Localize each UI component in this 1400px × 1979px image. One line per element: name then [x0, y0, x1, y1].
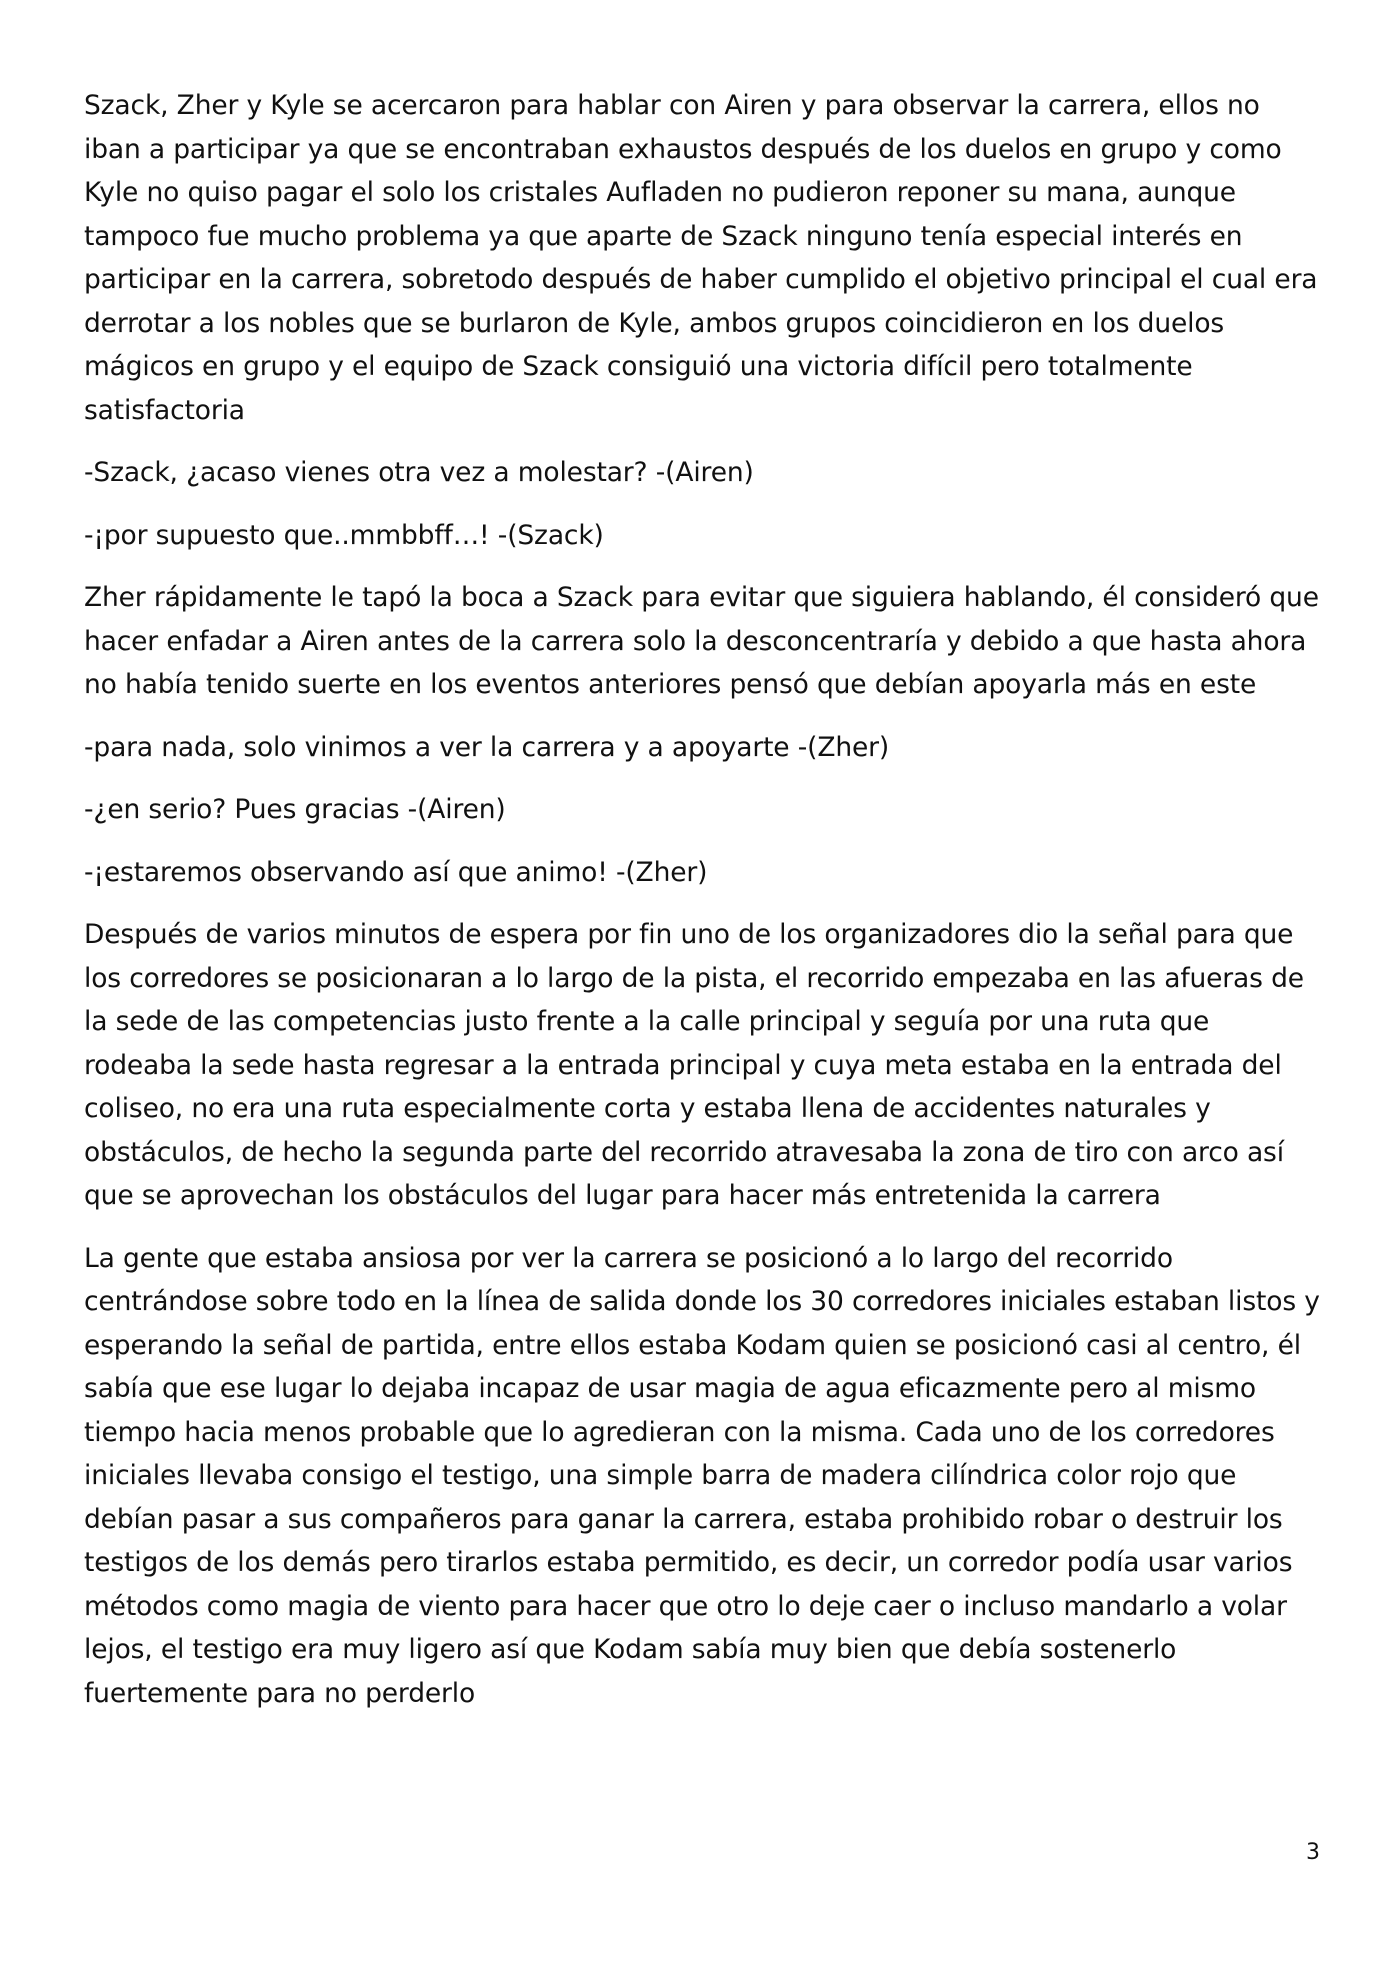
- paragraph-narration-2: Zher rápidamente le tapó la boca a Szack para evitar que siguiera hablando, él consideró que hacer enfadar a Airen antes de la carrera solo la desconcentraría y debido a que hasta ahora no había tenido suerte en los eventos anteriores pensó que debían apoyarla más en este: [84, 582, 1319, 700]
- paragraph-dialogue-airen-1: -Szack, ¿acaso vienes otra vez a molestar? -(Airen): [84, 457, 754, 488]
- paragraph-dialogue-zher-1: -para nada, solo vinimos a ver la carrera y a apoyarte -(Zher): [84, 731, 890, 763]
- document-body: [84, 84, 1324, 1734]
- paragraph-dialogue-szack: -¡por supuesto que..mmbbff…! -(Szack): [84, 519, 604, 551]
- paragraph-narration-4: La gente que estaba ansiosa por ver la carrera se posicionó a lo largo del recorrido centrándose sobre todo en la línea de salida donde los 30 corredores iniciales estaban listos y esperando la señal de partida, entre ellos estaba Kodam quien se posicionó casi al centro, él sabía que ese lugar lo dejaba incapaz de usar magia de agua eficazmente pero al mismo tiempo hacia menos probable que lo agredieran con la misma. Cada uno de los corredores iniciales llevaba consigo el testigo, una simple barra de madera cilíndrica color rojo que debían pasar a sus compañeros para ganar la carrera, estaba prohibido robar o destruir los testigos de los demás pero tirarlos estaba permitido, es decir, un corredor podía usar varios métodos como magia de viento para hacer que otro lo deje caer o incluso mandarlo a volar lejos, el testigo era muy ligero así que Kodam sabía muy bien que debía sostenerlo fuertemente para no perderlo: [84, 1242, 1320, 1709]
- paragraph-narration-3: Después de varios minutos de espera por fin uno de los organizadores dio la señal para que los corredores se posicionaran a lo largo de la pista, el recorrido empezaba en las afueras de la sede de las competencias justo frente a la calle principal y seguía por una ruta que rodeaba la sede hasta regresar a la entrada principal y cuya meta estaba en la entrada del coliseo, no era una ruta especialmente corta y estaba llena de accidentes naturales y obstáculos, de hecho la segunda parte del recorrido atravesaba la zona de tiro con arco así que se aprovechan los obstáculos del lugar para hacer más entretenida la carrera: [84, 919, 1304, 1211]
- paragraph-narration-1: Szack, Zher y Kyle se acercaron para hablar con Airen y para observar la carrera, ellos no iban a participar ya que se encontraban exhaustos después de los duelos en grupo y como Kyle no quiso pagar el solo los cristales Aufladen no pudieron reponer su mana, aunque tampoco fue mucho problema ya que aparte de Szack ninguno tenía especial interés en participar en la carrera, sobretodo después de haber cumplido el objetivo principal el cual era derrotar a los nobles que se burlaron de Kyle, ambos grupos coincidieron en los duelos mágicos en grupo y el equipo de Szack consiguió una victoria difícil pero totalmente satisfactoria: [84, 90, 1318, 426]
- paragraph-dialogue-airen-2: -¿en serio? Pues gracias -(Airen): [84, 794, 506, 825]
- page-number: 3: [1306, 1840, 1320, 1865]
- paragraph-dialogue-zher-2: -¡estaremos observando así que animo! -(Zher): [84, 856, 708, 888]
